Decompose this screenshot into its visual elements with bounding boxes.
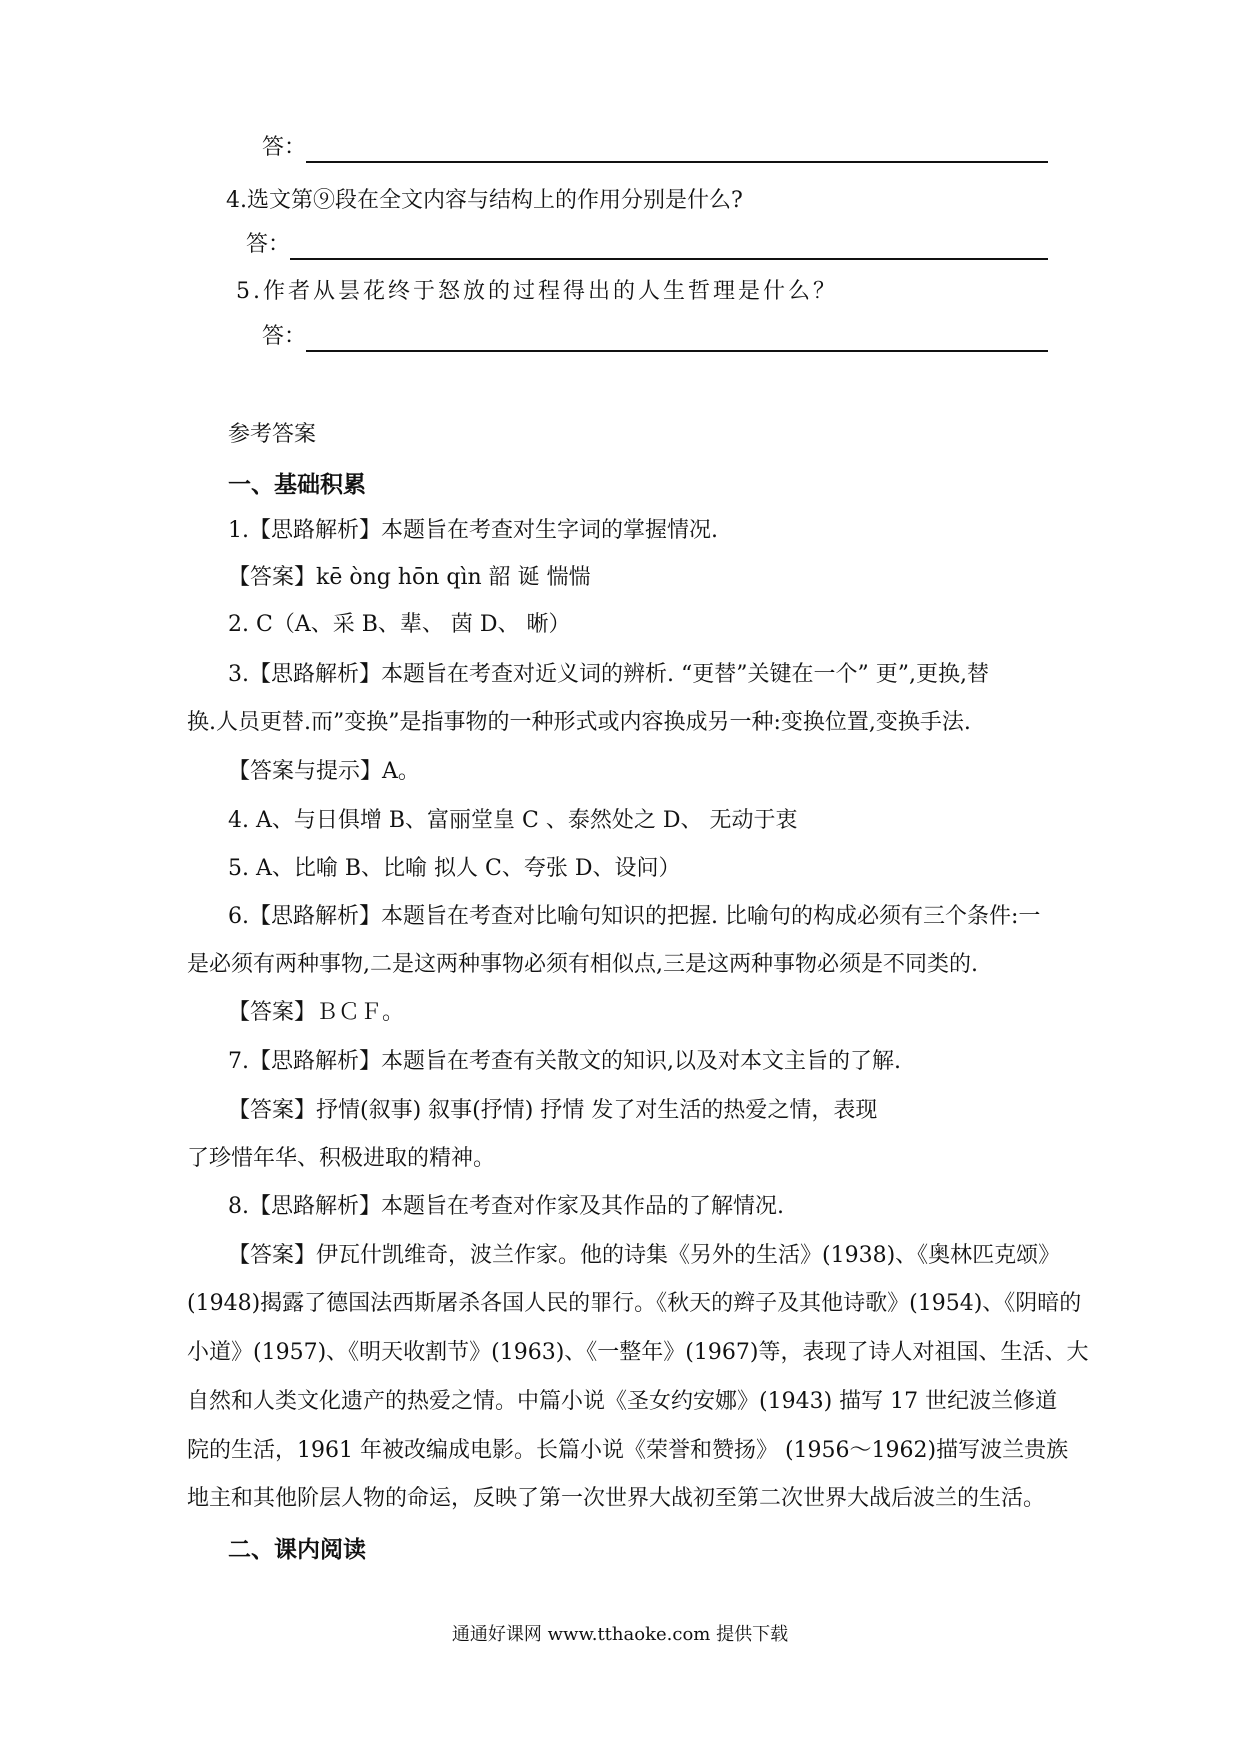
answer-label: 答： — [246, 232, 291, 257]
answer-blank — [306, 328, 1048, 352]
answer-blank — [290, 236, 1048, 260]
section2-title: 二、课内阅读 — [228, 1537, 366, 1563]
answer-item: 是必须有两种事物,二是这两种事物必须有相似点,三是这两种事物必须是不同类的. — [187, 952, 978, 977]
answer-item: 【答案】ＢＣＦ。 — [228, 1000, 405, 1025]
answer-item: 自然和人类文化遗产的热爱之情。中篇小说《圣女约安娜》(1943) 描写 17 世纪波兰修道 — [187, 1389, 1058, 1414]
answer-item: 【答案】伊瓦什凯维奇，波兰作家。他的诗集《另外的生活》(1938)、《奥林匹克颂》 — [228, 1243, 1061, 1268]
question-4: 4.选文第⑨段在全文内容与结构上的作用分别是什么? — [226, 188, 743, 213]
answer-item: 【答案】抒情(叙事) 叙事(抒情) 抒情 发了对生活的热爱之情，表现 — [228, 1098, 878, 1123]
answer-item: 【答案与提示】A。 — [228, 759, 420, 784]
answer-item: 换.人员更替.而”变换”是指事物的一种形式或内容换成另一种:变换位置,变换手法. — [187, 710, 971, 735]
answer-item: 3.【思路解析】本题旨在考查对近义词的辨析. “更替”关键在一个” 更”,更换,替 — [228, 662, 989, 687]
answer-line-3 — [262, 133, 1048, 163]
page-footer: 通通好课网 www.tthaoke.com 提供下载 — [451, 1624, 789, 1645]
answer-item: 1.【思路解析】本题旨在考查对生字词的掌握情况. — [228, 518, 718, 543]
answer-item: (1948)揭露了德国法西斯屠杀各国人民的罪行。《秋天的辫子及其他诗歌》(1954)、《阴暗的 — [187, 1291, 1082, 1316]
answer-item: 【答案】kē òng hōn qìn 韶 诞 惴惴 — [228, 565, 591, 590]
answer-item: 了珍惜年华、积极进取的精神。 — [187, 1146, 496, 1171]
answer-line-4 — [246, 230, 1048, 260]
answer-line-5 — [262, 322, 1048, 352]
answer-item: 5. A、比喻 B、比喻 拟人 C、夸张 D、设问） — [228, 856, 681, 881]
answer-item: 院的生活，1961 年被改编成电影。长篇小说《荣誉和赞扬》 (1956～1962)描写波兰贵族 — [187, 1438, 1069, 1463]
answer-item: 4. A、与日俱增 B、富丽堂皇 C 、泰然处之 D、 无动于衷 — [228, 808, 798, 833]
answer-item: 7.【思路解析】本题旨在考查有关散文的知识,以及对本文主旨的了解. — [228, 1049, 901, 1074]
answer-item: 2. C（A、采 B、辈、 茵 D、 晰） — [228, 612, 571, 637]
answer-item: 8.【思路解析】本题旨在考查对作家及其作品的了解情况. — [228, 1194, 784, 1219]
answer-blank — [306, 139, 1048, 163]
answer-label: 答： — [262, 324, 307, 349]
answer-item: 6.【思路解析】本题旨在考查对比喻句知识的把握. 比喻句的构成必须有三个条件:一 — [228, 904, 1041, 929]
answer-item: 地主和其他阶层人物的命运，反映了第一次世界大战初至第二次世界大战后波兰的生活。 — [187, 1486, 1046, 1511]
answer-label: 答： — [262, 135, 307, 160]
answers-heading: 参考答案 — [228, 422, 317, 447]
answer-item: 小道》(1957)、《明天收割节》(1963)、《一整年》(1967)等，表现了诗人对祖国、生活、大 — [187, 1340, 1089, 1365]
question-5: 5.作者从昙花终于怒放的过程得出的人生哲理是什么？ — [236, 279, 838, 304]
section1-title: 一、基础积累 — [228, 472, 366, 498]
